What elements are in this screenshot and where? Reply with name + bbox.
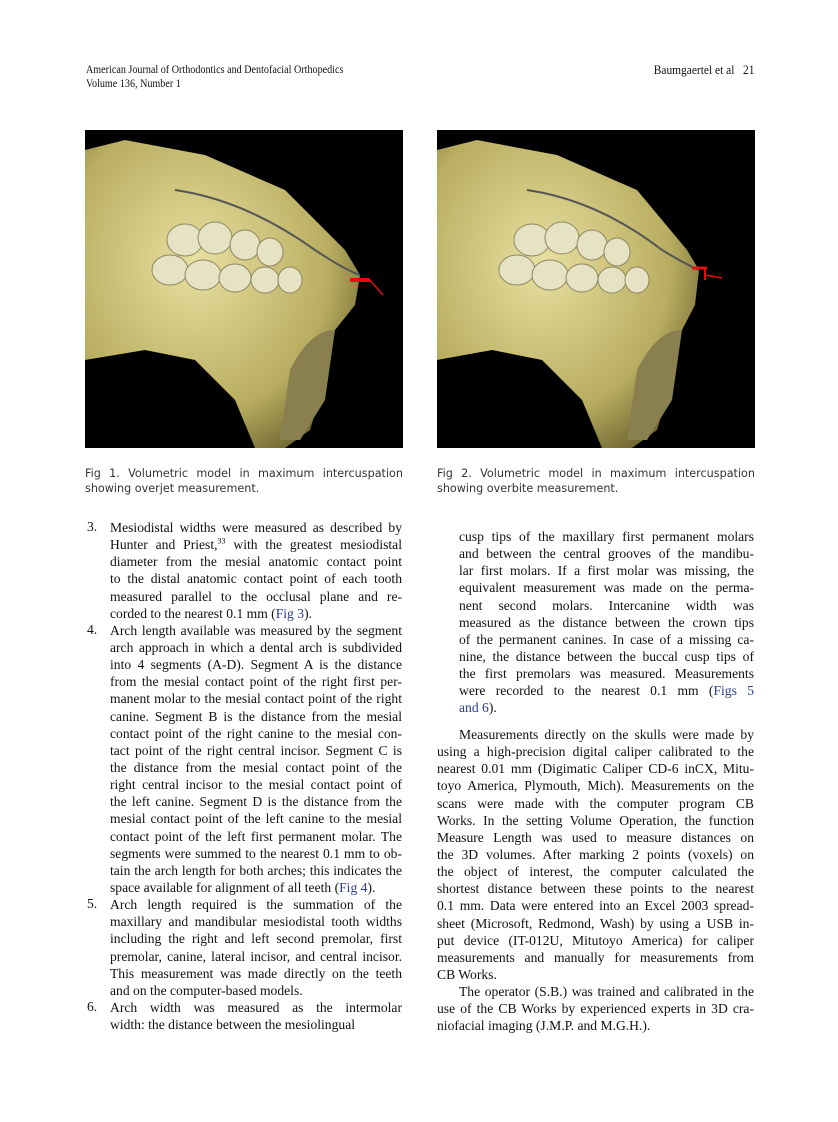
text-line: width: the distance between the mesiolingual [110,1017,355,1033]
text-segment: with the greatest mesiodistal [225,537,402,553]
text-line: maxillary and mandibular mesiodistal tooth widths [110,914,402,930]
text-line: right central incisor to the mesial contact point of [110,777,402,793]
text-line: use of the CB Works by experienced experts in 3D cra- [437,1001,754,1017]
text-line: put device (IT-012U, Mitutoyo America) for caliper [437,932,754,948]
text-segment: ). [488,700,497,716]
text-line [110,879,402,896]
figure-2-caption: Fig 2. Volumetric model in maximum intercuspation showing overbite measurement. [437,467,755,495]
list-number: 4. [87,621,98,637]
journal-title: American Journal of Orthodontics and Dentofacial Orthopedics [86,64,344,76]
text-line: and on the computer-based models. [110,982,303,998]
text-line: tact point of the right central incisor. Segment C is [110,742,402,758]
text-line: mesial contact point of the left canine to the mesial [110,811,402,827]
list-number: 3. [87,519,98,534]
text-line: Arch width was measured as the intermolar [110,999,402,1015]
text-line: canine. Segment B is the distance from the mesial [110,708,402,724]
text-line: equivalent measurement was made on the perma- [459,580,754,596]
text-line: The operator (S.B.) was trained and calibrated in the [459,984,754,1000]
text-line: measurements and manually for measurements from [437,949,754,965]
text-line: Arch length available was measured by the segment [110,622,402,638]
text-line: premolar, canine, lateral incisor, and central incisor. [110,948,402,964]
list-item [85,999,402,1033]
text-line: niofacial imaging (J.M.P. and M.G.H.). [437,1018,651,1034]
text-line: segments were summed to the nearest 0.1 mm to ob- [110,845,402,861]
paragraph [437,983,754,1034]
text-line: Measure Length was used to measure distances on [437,829,754,845]
running-header-journal [86,63,343,91]
text-line: of the permanent canines. In case of a missing ca- [459,631,754,647]
text-line: nine, the distance between the buccal cusp tips of [459,648,754,664]
text-line: to the distal anatomic contact point of each tooth [110,571,402,587]
text-line: cusp tips of the maxillary first permanent molars [459,529,754,544]
text-line: measured as the distance between the crown tips [459,614,754,630]
text-line: scans were made with the computer program CB [437,795,754,811]
text-line: lar first molars. If a first molar was missing, the [459,563,754,579]
list-number: 5. [87,896,98,912]
text-line: tain the arch length for both arches; this indicates the [110,862,402,878]
text-line: nent second molars. Intercanine width was [459,597,754,613]
text-line: Works. In the setting Volume Operation, the function [437,812,754,828]
text-segment: space available for alignment of all teeth ( [110,879,340,895]
list-number: 6. [87,998,98,1014]
right-column-list-continuation [459,528,754,717]
figure-1-image [85,130,403,448]
running-header-right [653,63,754,77]
list-item [85,519,402,622]
figure-reference-link[interactable]: Fig 3 [275,605,305,621]
text-line: including the right and left second premolar, first [110,931,402,947]
text-line: and between the central grooves of the mandibu- [459,546,754,562]
text-line: the distance from the mesial contact point of the [110,759,402,775]
text-line: into 4 segments (A-D). Segment A is the distance [110,657,402,673]
text-line: sheet (Microsoft, Redmond, Wash) by using a USB in- [437,915,754,931]
text-segment: ). [304,605,312,621]
right-column-body [437,726,754,1035]
text-line: toyo America, Plymouth, Mich). Measurements on the [437,778,754,794]
citation-superscript: 33 [217,536,226,546]
figure-reference-link[interactable]: Figs 5 [713,683,754,699]
text-segment: Hunter and Priest, [110,537,218,553]
text-line [459,682,754,699]
figure-1-caption: Fig 1. Volumetric model in maximum intercuspation showing overjet measurement. [85,467,403,495]
text-line: the object of interest, the computer calculated the [437,864,754,880]
text-line: This measurement was made directly on the teeth [110,965,402,981]
paragraph [437,726,754,983]
list-item [85,622,402,896]
volumetric-skull-render-1 [85,130,403,448]
text-line: 0.1 mm. Data were entered into an Excel 2003 spread- [437,898,754,914]
text-line: CB Works. [437,966,497,982]
text-line: Arch length required is the summation of the [110,897,402,913]
text-line: Mesiodistal widths were measured as described by [110,520,402,535]
text-line: contact point of the left first permanent molar. The [110,828,402,844]
figure-2-image [437,130,755,448]
text-line: measured parallel to the occlusal plane and re- [110,588,402,604]
text-line: the left canine. Segment D is the distance from the [110,794,402,810]
text-line: using a high-precision digital caliper calibrated to the [437,744,754,760]
text-line: shortest distance between these points to the nearest [437,881,754,897]
text-segment: corded to the nearest 0.1 mm ( [110,605,276,621]
journal-volume: Volume 136, Number 1 [86,78,181,90]
authors: Baumgaertel et al [653,62,734,77]
figure-reference-link[interactable]: and 6 [459,700,489,716]
text-line: Measurements directly on the skulls were made by [459,727,754,742]
text-line: arch approach in which a dental arch is subdivided [110,639,402,655]
list-item [85,896,402,999]
text-line [110,536,402,553]
text-segment: ). [367,879,376,895]
figure-reference-link[interactable]: Fig 4 [339,879,368,895]
volumetric-skull-render-2 [437,130,755,448]
text-line: the 3D volumes. After marking 2 points (voxels) on [437,846,754,862]
text-segment: were recorded to the nearest 0.1 mm ( [459,683,714,699]
text-line: diameter from the mesial anatomic contact point [110,554,402,570]
text-line: the first premolars was measured. Measurements [459,666,754,682]
text-line: manent molar to the mesial contact point of the right [110,691,402,707]
text-line [110,605,402,622]
text-line: contact point of the right canine to the mesial con- [110,725,402,741]
left-column-numbered-list [85,519,402,1033]
text-line: nearest 0.01 mm (Digimatic Caliper CD-6 inCX, Mitu- [437,761,754,777]
page-number: 21 [742,62,754,77]
text-line: from the mesial contact point of the right first per- [110,674,402,690]
text-line [459,699,754,716]
